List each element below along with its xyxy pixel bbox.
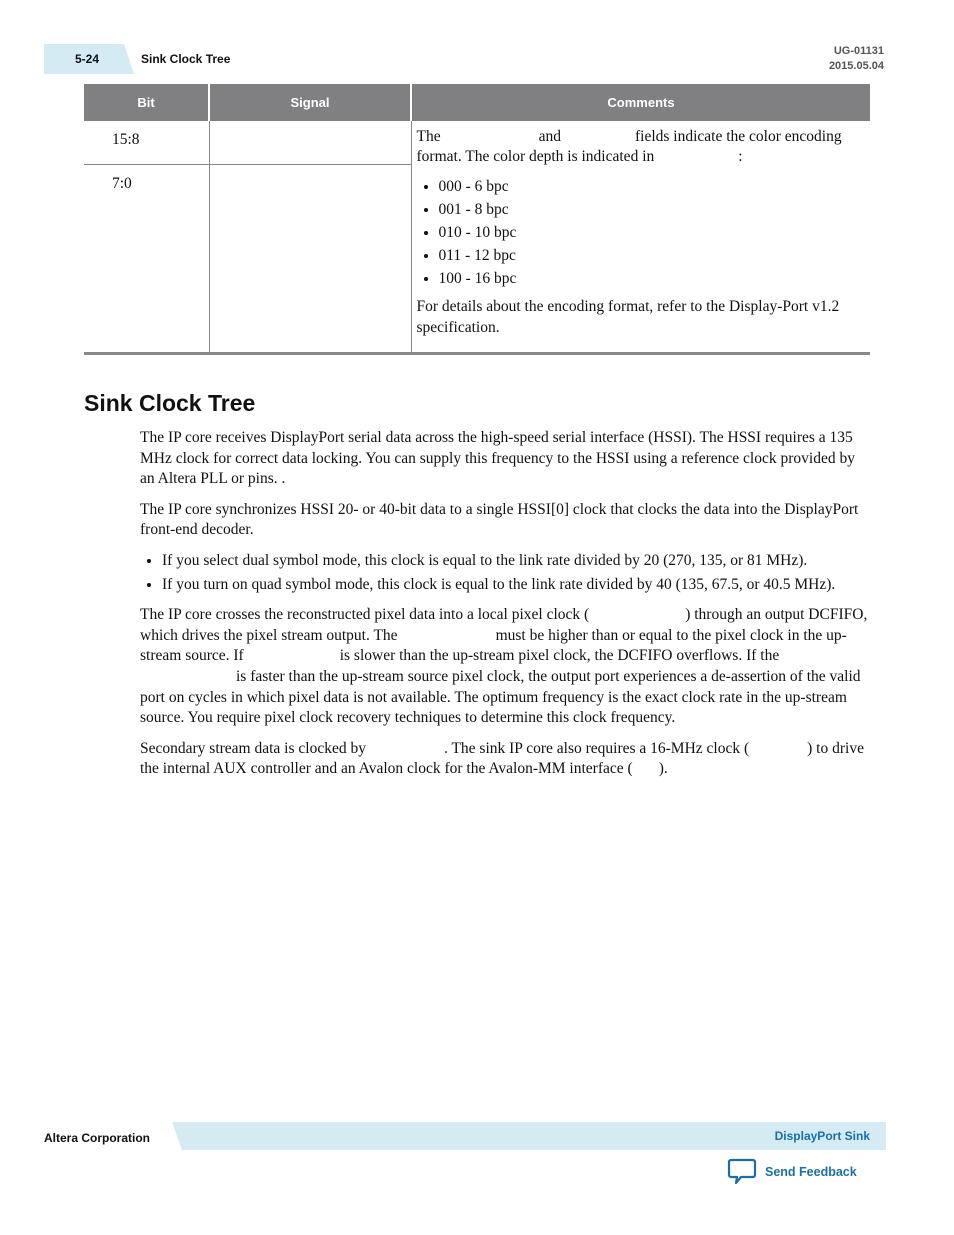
footer-doc-title-link[interactable]: DisplayPort Sink — [774, 1129, 870, 1143]
column-header-comments: Comments — [411, 84, 870, 121]
doc-date: 2015.05.04 — [828, 60, 884, 72]
color-depth-list — [417, 175, 861, 290]
table-row — [84, 121, 870, 165]
doc-id: UG-01131 — [833, 45, 884, 57]
doc-identifier — [829, 44, 884, 74]
speech-bubble-icon — [727, 1158, 757, 1186]
paragraph: Secondary stream data is clocked by . The sink IP core also requires a 16-MHz clock ( ) to drive the internal AUX controller and an Avalon clock for the Avalon-MM interface ( ). — [140, 739, 864, 778]
bit-cell: 7:0 — [84, 165, 209, 354]
send-feedback-link[interactable] — [727, 1158, 857, 1186]
list-item: • 001 - 8 bpc — [439, 198, 861, 221]
footer-company: Altera Corporation — [44, 1131, 151, 1145]
comments-cell — [411, 121, 870, 353]
running-header-title: Sink Clock Tree — [141, 52, 231, 66]
send-feedback-label: Send Feedback — [765, 1165, 857, 1179]
list-item: • If you select dual symbol mode, this clock is equal to the link rate divided by 20 (270, 135, or 81 MHz). — [162, 551, 870, 572]
signal-cell — [209, 165, 411, 354]
list-item: • 011 - 12 bpc — [439, 244, 861, 267]
column-header-bit: Bit — [84, 84, 209, 121]
signal-cell — [209, 121, 411, 165]
list-item: • 100 - 16 bpc — [439, 267, 861, 290]
bit-cell: 15:8 — [84, 121, 209, 165]
list-item: • If you turn on quad symbol mode, this clock is equal to the link rate divided by 40 (135, 67.5, or 40.5 MHz). — [162, 575, 870, 596]
section-heading: Sink Clock Tree — [84, 390, 256, 416]
register-bits-table — [84, 84, 870, 353]
paragraph: The IP core synchronizes HSSI 20- or 40-bit data to a single HSSI[0] clock that clocks the data into the DisplayPort front-end decoder. — [140, 500, 859, 539]
comments-detail: For details about the encoding format, refer to the Display-Port v1.2 specification. — [416, 298, 840, 336]
list-item: • 010 - 10 bpc — [439, 221, 861, 244]
page-number: 5-24 — [75, 52, 100, 66]
comments-intro: The and fields indicate the color encoding format. The color depth is indicated in : — [416, 128, 842, 165]
paragraph: The IP core crosses the reconstructed pixel data into a local pixel clock ( ) through an output DCFIFO, which drives the pixel stream output. The must be higher than or equal to the pixel clock in the up-stream source. If is slower than the up-stream pixel clock, the DCFIFO overflows. If theis faster than the up-stream source pixel clock, the output port experiences a de-assertion of the valid port on cycles in which pixel data is not available. The optimum frequency is the exact clock rate in the up-stream source. You require pixel clock recovery techniques to determine this clock frequency. — [140, 606, 868, 727]
list-item: • 000 - 6 bpc — [439, 175, 861, 198]
symbol-mode-list — [140, 551, 870, 595]
table-bottom-rule — [84, 352, 870, 355]
section-body — [140, 428, 870, 790]
paragraph: The IP core receives DisplayPort serial data across the high-speed serial interface (HSSI). The HSSI requires a 135 MHz clock for correct data locking. You can supply this frequency to the HSSI using a reference clock provided by an Altera PLL or pins. . — [140, 429, 855, 488]
column-header-signal: Signal — [209, 84, 411, 121]
